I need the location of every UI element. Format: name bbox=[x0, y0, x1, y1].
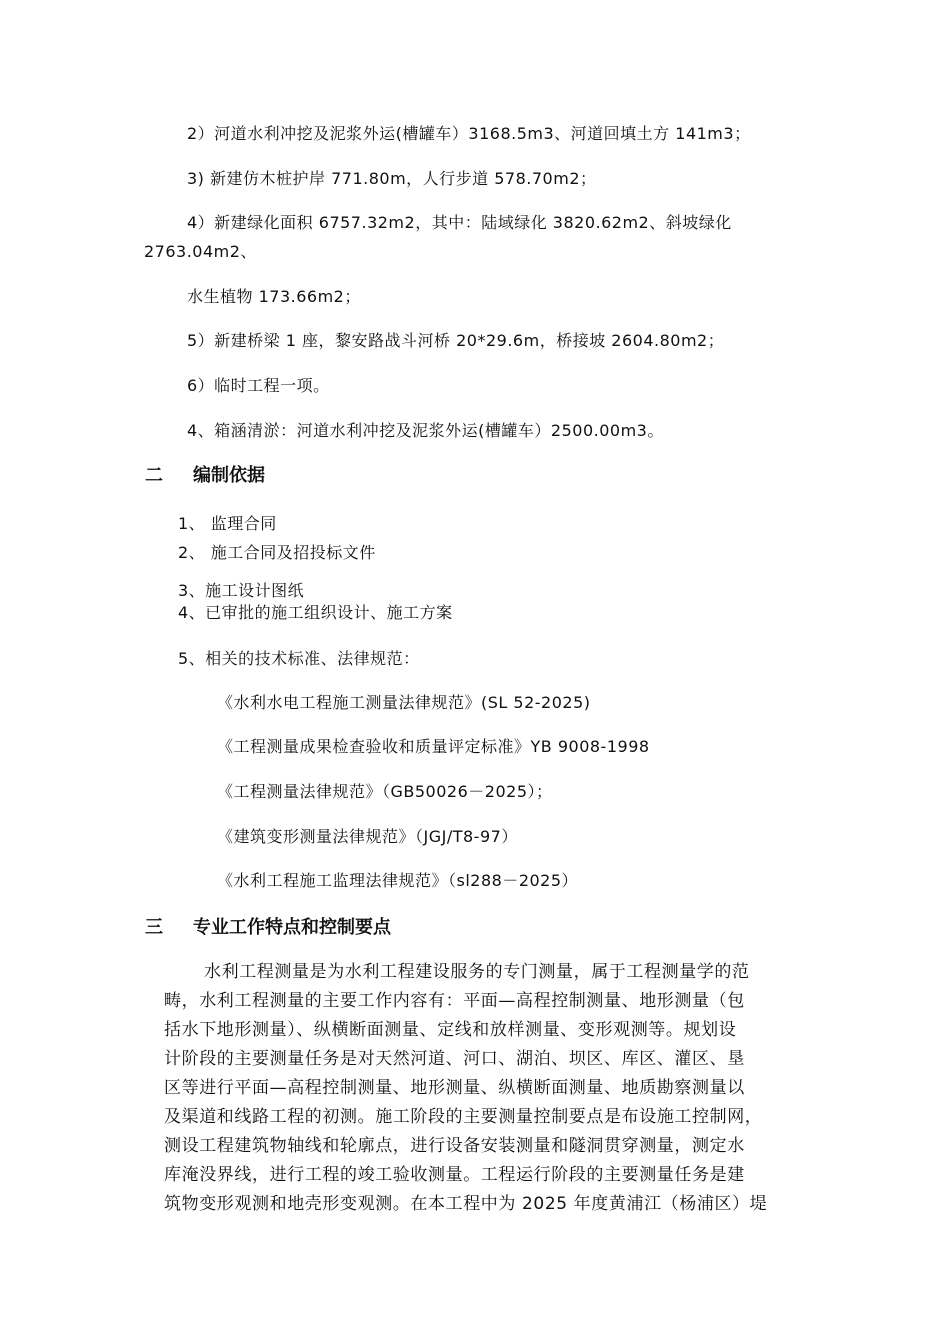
standard-item: 《工程测量成果检查验收和质量评定标准》YB 9008-1998 bbox=[217, 737, 650, 756]
paragraph-line: 及渠道和线路工程的初测。施工阶段的主要测量控制要点是布设施工控制网， bbox=[164, 1107, 763, 1127]
section-2-heading bbox=[145, 464, 265, 488]
paragraph-line: 计阶段的主要测量任务是对天然河道、河口、湖泊、坝区、库区、灌区、垦 bbox=[164, 1049, 745, 1069]
section-3-paragraph bbox=[164, 958, 816, 1219]
section-3-number: 三 bbox=[145, 917, 163, 938]
standard-item: 《工程测量法律规范》（GB50026－2025）； bbox=[217, 782, 553, 801]
basis-item-1: 1、 监理合同 bbox=[178, 514, 277, 533]
scope-item-4-continued: 2763.04m2、 bbox=[144, 242, 257, 261]
basis-item-2: 2、 施工合同及招投标文件 bbox=[178, 543, 376, 562]
basis-item-3: 3、施工设计图纸 bbox=[178, 581, 305, 600]
section-2-title: 编制依据 bbox=[193, 465, 265, 486]
standard-item: 《水利水电工程施工测量法律规范》(SL 52-2025) bbox=[217, 693, 591, 712]
paragraph-line: 水利工程测量是为水利工程建设服务的专门测量，属于工程测量学的范 bbox=[204, 962, 750, 982]
basis-item-4: 4、已审批的施工组织设计、施工方案 bbox=[178, 603, 453, 622]
paragraph-line: 区等进行平面—高程控制测量、地形测量、纵横断面测量、地质勘察测量以 bbox=[164, 1078, 745, 1098]
standard-item: 《水利工程施工监理法律规范》（sl288－2025） bbox=[217, 871, 579, 890]
section-3-title: 专业工作特点和控制要点 bbox=[193, 917, 391, 938]
paragraph-line: 测设工程建筑物轴线和轮廓点，进行设备安装测量和隧洞贯穿测量，测定水 bbox=[164, 1136, 745, 1156]
paragraph-line: 筑物变形观测和地壳形变观测。在本工程中为 2025 年度黄浦江（杨浦区）堤 bbox=[164, 1194, 768, 1214]
scope-item-4-aquatic: 水生植物 173.66m2； bbox=[187, 287, 361, 306]
scope-item-6: 6）临时工程一项。 bbox=[187, 376, 330, 395]
scope-item-4: 4）新建绿化面积 6757.32m2，其中：陆域绿化 3820.62m2、斜坡绿化 bbox=[187, 213, 732, 232]
scope-item-3: 3) 新建仿木桩护岸 771.80m，人行步道 578.70m2； bbox=[187, 169, 597, 188]
standard-item: 《建筑变形测量法律规范》（JGJ/T8-97） bbox=[217, 827, 518, 846]
paragraph-line: 畴，水利工程测量的主要工作内容有：平面—高程控制测量、地形测量（包 bbox=[164, 991, 745, 1011]
paragraph-line: 库淹没界线，进行工程的竣工验收测量。工程运行阶段的主要测量任务是建 bbox=[164, 1165, 745, 1185]
scope-item-5: 5）新建桥梁 1 座，黎安路战斗河桥 20*29.6m，桥接坡 2604.80m2； bbox=[187, 331, 725, 350]
basis-item-5: 5、相关的技术标准、法律规范： bbox=[178, 649, 420, 668]
section-3-heading bbox=[145, 916, 391, 940]
scope-item-2: 2）河道水利冲挖及泥浆外运(槽罐车）3168.5m3、河道回填土方 141m3； bbox=[187, 124, 751, 143]
scope-item-culvert: 4、箱涵清淤：河道水利冲挖及泥浆外运(槽罐车）2500.00m3。 bbox=[187, 421, 664, 440]
paragraph-line: 括水下地形测量）、纵横断面测量、定线和放样测量、变形观测等。规划设 bbox=[164, 1020, 737, 1040]
section-2-number: 二 bbox=[145, 465, 163, 486]
